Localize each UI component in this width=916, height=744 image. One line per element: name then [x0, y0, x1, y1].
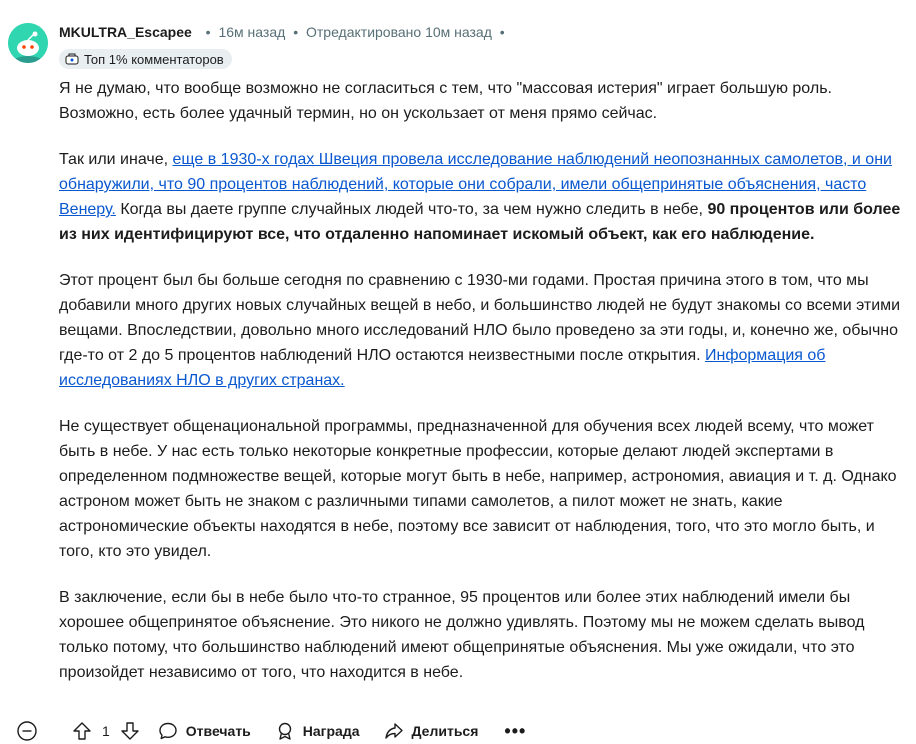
- user-flair: [59, 49, 232, 69]
- share-icon: [384, 721, 404, 741]
- upvote-icon[interactable]: [72, 721, 92, 741]
- text-span: Когда вы даете группе случайных людей что-то, за чем нужно следить в небе,: [115, 201, 708, 218]
- vote-count: 1: [102, 723, 110, 739]
- downvote-icon[interactable]: [120, 721, 140, 741]
- bold-text: 90 процентов или более из них идентифицируют все, что отдаленно напоминает искомый объект, как его наблюдение.: [59, 201, 901, 243]
- award-button[interactable]: [275, 721, 372, 741]
- vote-group: [72, 721, 140, 741]
- edited-label: Отредактировано 10м назад: [305, 24, 492, 40]
- reply-button[interactable]: [158, 721, 263, 741]
- avatar[interactable]: [8, 23, 48, 63]
- share-label: Делиться: [411, 723, 479, 739]
- paragraph: В заключение, если бы в небе было что-то странное, 95 процентов или более этих наблюдений имели бы хорошее общепринятое объяснение. Это никого не должно удивлять. Поэтому мы не можем сделать вывод только потому, что большинство наблюдений имеют общепринятые объяснения. Мы уже ожидали, что это произойдет независимо от того, что находится в небе.: [59, 589, 865, 681]
- paragraph: [59, 147, 909, 247]
- paragraph: Я не думаю, что вообще возможно не согласиться с тем, что "массовая истерия" играет большую роль. Возможно, есть более удачный термин, но он ускользает от меня прямо сейчас.: [59, 80, 832, 122]
- collapse-button[interactable]: [16, 720, 50, 742]
- comment-actions: [16, 718, 538, 744]
- collapse-icon: [16, 720, 38, 742]
- paragraph: [59, 268, 909, 393]
- thread-line: [28, 68, 29, 718]
- ufo-studies-link[interactable]: Информация об исследованиях НЛО в других странах.: [59, 347, 826, 389]
- text-span: Этот процент был бы больше сегодня по сравнению с 1930-ми годами. Простая причина этого в том, что мы добавили много других новых случайных вещей в небо, и большинство людей не будут знакомы со всеми этими вещами. Впоследствии, довольно много исследований НЛО было проведено за эти годы, и, конечно же, обычно где-то от 2 до 5 процентов наблюдений НЛО остаются неизвестными после открытия.: [59, 272, 901, 364]
- paragraph: Не существует общенациональной программы, предназначенной для обучения всех людей всему, что может быть в небе. У нас есть только некоторые конкретные профессии, которые делают людей экспертами в определенном подмножестве вещей, которые могут быть в небе, например, астрономия, авиация и т. д. Однако астроном может быть не знаком с различными типами самолетов, а пилот может не знать, какие астрономические объекты находятся в небе, поэтому все зависит от наблюдения, того, что это могло быть, и того, кто это увидел.: [59, 418, 897, 560]
- reply-label: Отвечать: [185, 723, 251, 739]
- more-options-button[interactable]: •••: [504, 721, 527, 741]
- author-name[interactable]: MKULTRA_Escapee: [59, 24, 192, 40]
- share-button[interactable]: [384, 721, 491, 741]
- comment-bubble-icon: [158, 721, 178, 741]
- snoo-avatar-icon: [8, 23, 48, 63]
- comment-body: [59, 76, 909, 706]
- award-label: Награда: [302, 723, 360, 739]
- award-icon: [275, 721, 295, 741]
- text-span: Так или иначе,: [59, 151, 173, 168]
- comment-time: 16м назад: [218, 24, 286, 40]
- flair-label: Топ 1% комментаторов: [84, 51, 224, 67]
- sweden-study-link[interactable]: еще в 1930-х годах Швеция провела исследование наблюдений неопознанных самолетов, и они обнаружили, что 90 процентов наблюдений, которые они собрали, имели общепринятые объяснения, часто Венеру.: [59, 151, 892, 218]
- flair-badge-icon: [65, 53, 79, 65]
- comment-header: MKULTRA_Escapee • 16м назад • Отредактировано 10м назад •: [59, 24, 505, 40]
